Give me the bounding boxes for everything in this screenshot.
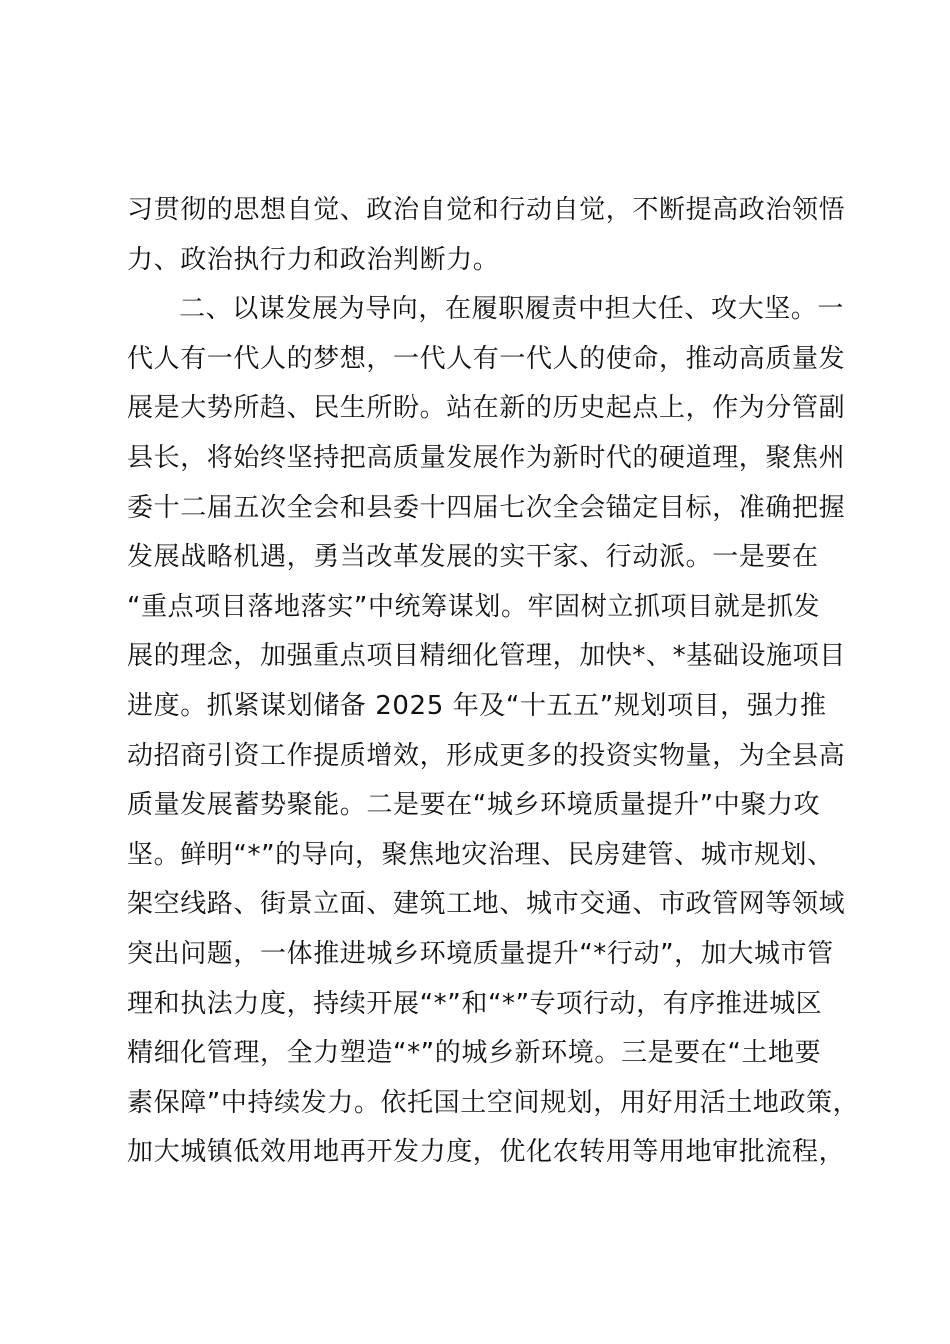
text-line: 动招商引资工作提质增效，形成更多的投资实物量，为全县高 xyxy=(127,740,846,771)
text-line: 展的理念，加强重点项目精细化管理，加快*、*基础设施项目 xyxy=(127,641,846,672)
text-line: 代人有一代人的梦想，一代人有一代人的使命，推动高质量发 xyxy=(127,343,846,374)
text-line: 委十二届五次全会和县委十四届七次全会锚定目标，准确把握 xyxy=(127,492,846,523)
text-line: 精细化管理，全力塑造“*”的城乡新环境。三是要在“土地要 xyxy=(127,1038,822,1069)
text-line: 力、政治执行力和政治判断力。 xyxy=(127,244,500,275)
body-text xyxy=(127,186,860,1178)
text-line: 习贯彻的思想自觉、政治自觉和行动自觉，不断提高政治领悟 xyxy=(127,195,846,225)
text-line: 发展战略机遇，勇当改革发展的实干家、行动派。一是要在 xyxy=(127,542,819,573)
text-line: 加大城镇低效用地再开发力度，优化农转用等用地审批流程， xyxy=(127,1137,846,1168)
paragraph-start-line: 二、以谋发展为导向，在履职履责中担大任、攻大坚。一 xyxy=(179,294,845,325)
text-line: 坚。鲜明“*”的导向，聚焦地灾治理、民房建管、城市规划、 xyxy=(127,839,834,870)
text-line: 突出问题，一体推进城乡环境质量提升“*行动”，加大城市管 xyxy=(127,938,834,969)
text-line: 质量发展蓄势聚能。二是要在“城乡环境质量提升”中聚力攻 xyxy=(127,790,821,821)
text-line: 理和执法力度，持续开展“*”和“*”专项行动，有序推进城区 xyxy=(127,988,823,1019)
text-line: 进度。抓紧谋划储备 2025 年及“十五五”规划项目，强力推 xyxy=(127,690,827,721)
text-line: 展是大势所趋、民生所盼。站在新的历史起点上，作为分管副 xyxy=(127,393,846,424)
text-line: 架空线路、街景立面、建筑工地、城市交通、市政管网等领域 xyxy=(127,889,846,920)
text-line: 素保障”中持续发力。依托国土空间规划，用好用活土地政策， xyxy=(127,1087,860,1118)
text-line: 县长，将始终坚持把高质量发展作为新时代的硬道理，聚焦州 xyxy=(127,442,846,473)
text-line: “重点项目落地落实”中统筹谋划。牢固树立抓项目就是抓发 xyxy=(127,591,821,622)
